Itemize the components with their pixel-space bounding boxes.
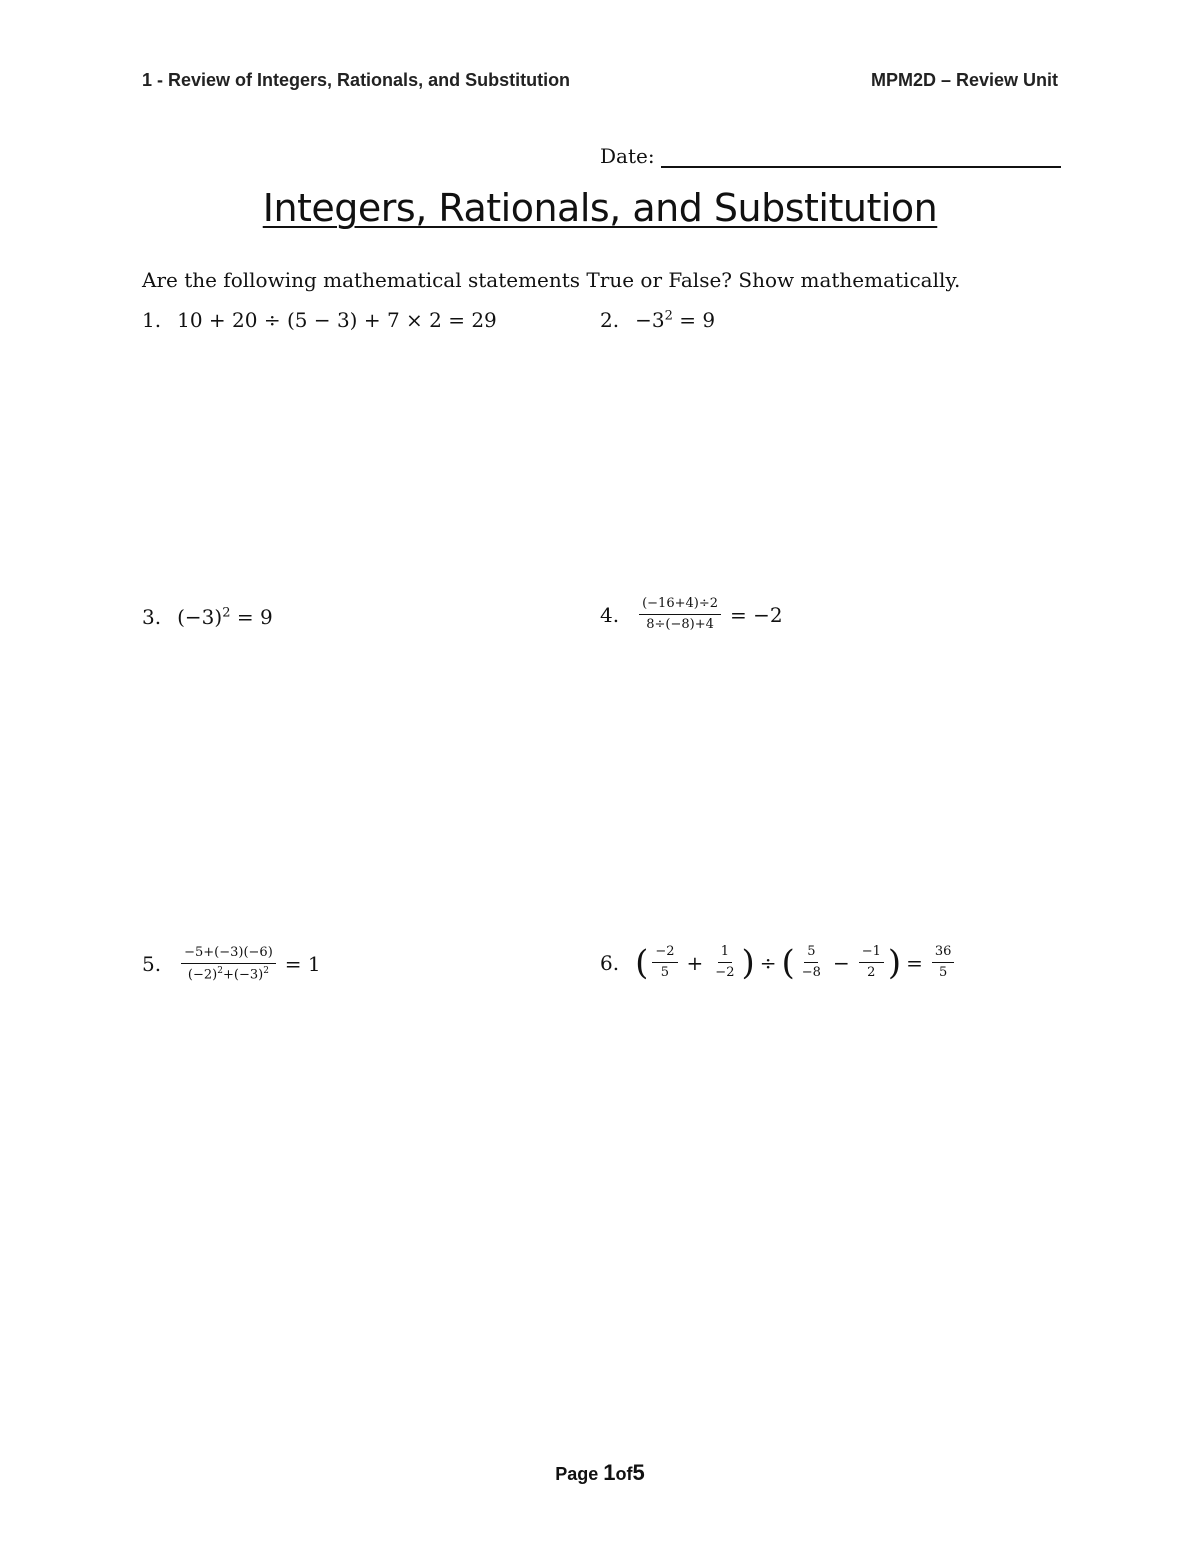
fraction [859, 944, 884, 982]
denominator: 5 [939, 965, 948, 981]
current-page: 1 [603, 1460, 616, 1485]
operator: − [832, 950, 850, 975]
right-paren: ) [741, 942, 755, 983]
question-number: 6. [600, 950, 620, 975]
page-number [0, 1460, 1200, 1486]
left-paren: ( [781, 942, 795, 983]
den-plus: + [222, 967, 234, 983]
numerator: −1 [859, 944, 884, 963]
operator: = [906, 950, 923, 975]
den-term-a: (−2) [187, 967, 218, 983]
denominator [185, 964, 272, 984]
numerator: −2 [652, 944, 677, 963]
fraction [712, 944, 737, 982]
numerator: 5 [804, 944, 818, 963]
denominator: 5 [660, 965, 670, 981]
fraction [639, 596, 721, 634]
rhs: = 9 [230, 605, 273, 629]
page-word: Page [555, 1464, 599, 1484]
denominator: −8 [801, 965, 821, 981]
right-paren: ) [887, 942, 902, 983]
question-6 [600, 944, 958, 982]
question-number: 5. [142, 952, 162, 977]
base: −3 [635, 308, 665, 332]
question-number: 2. [600, 308, 620, 332]
date-label: Date: [600, 144, 655, 168]
left-paren: ( [635, 942, 649, 983]
rhs: = −2 [730, 602, 783, 627]
total-pages: 5 [632, 1460, 645, 1485]
denominator: −2 [715, 965, 735, 981]
operator: + [686, 950, 704, 975]
den-term-b-exponent: 2 [263, 966, 269, 977]
of-word: of [615, 1464, 633, 1484]
header-right: MPM2D – Review Unit [870, 70, 1058, 90]
rhs: = 1 [284, 952, 321, 977]
page-title: Integers, Rationals, and Substitution [262, 186, 938, 230]
question-3 [142, 605, 273, 629]
base: (−3) [177, 605, 223, 629]
fraction [652, 944, 677, 982]
numerator: −5+(−3)(−6) [181, 945, 276, 964]
rhs: = 9 [672, 308, 716, 332]
den-term-a-exponent: 2 [217, 966, 223, 977]
fraction [799, 944, 824, 982]
fraction [932, 944, 955, 982]
exponent: 2 [222, 605, 231, 621]
question-number: 1. [142, 308, 162, 332]
date-field [600, 144, 1061, 168]
fraction [181, 945, 276, 984]
date-blank-line [661, 148, 1061, 168]
numerator: 36 [932, 944, 955, 963]
numerator: (−16+4)÷2 [639, 596, 721, 615]
denominator: 8÷(−8)+4 [646, 617, 714, 633]
exponent: 2 [664, 308, 673, 324]
instructions: Are the following mathematical statements True or False? Show mathematically. [142, 268, 961, 292]
question-5 [142, 945, 326, 984]
question-expression [635, 308, 715, 332]
question-number: 4. [600, 602, 620, 627]
question-4 [600, 596, 788, 634]
question-expression [177, 605, 273, 629]
question-2 [600, 308, 715, 332]
numerator: 1 [718, 944, 732, 963]
question-1 [142, 308, 497, 332]
denominator: 2 [867, 965, 876, 981]
operator: ÷ [759, 950, 777, 975]
question-expression: 10 + 20 ÷ (5 − 3) + 7 × 2 = 29 [177, 308, 497, 332]
den-term-b: (−3) [233, 967, 264, 983]
header-left: 1 - Review of Integers, Rationals, and Substitution [142, 70, 571, 90]
question-number: 3. [142, 605, 162, 629]
